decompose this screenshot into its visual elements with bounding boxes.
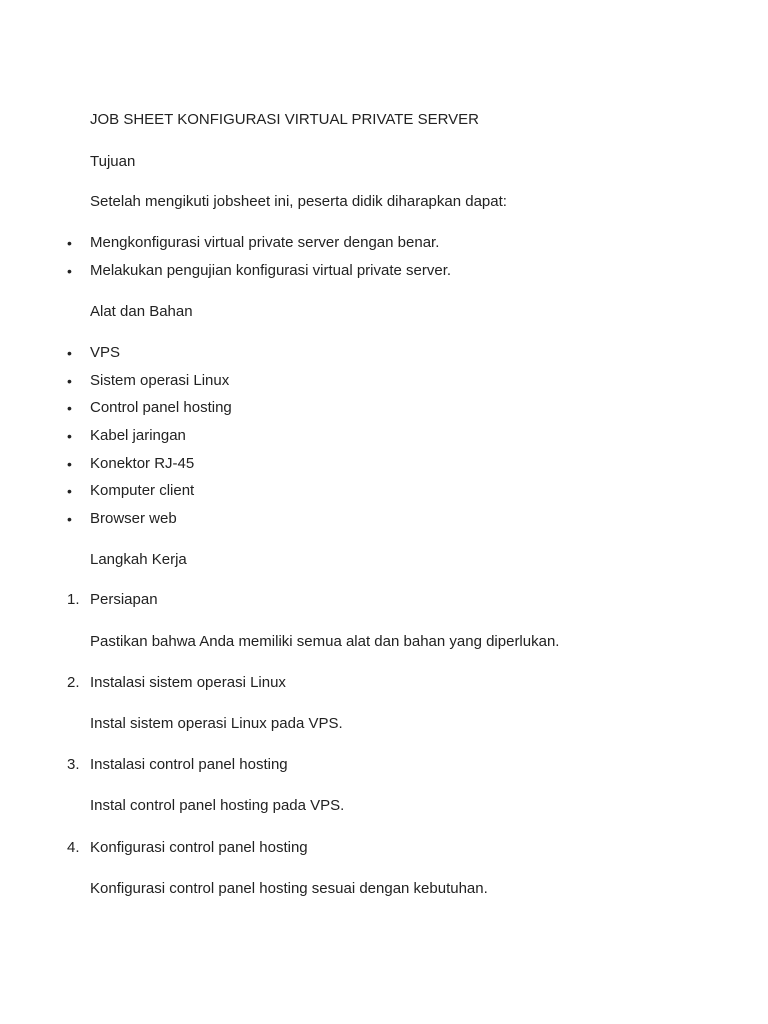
list-item: Konektor RJ-45	[90, 455, 195, 472]
list-item: Mengkonfigurasi virtual private server dengan benar.	[90, 234, 440, 251]
bullet-marker: •	[67, 483, 72, 499]
bullet-marker: •	[67, 373, 72, 389]
bullet-marker: •	[67, 428, 72, 444]
step-description: Pastikan bahwa Anda memiliki semua alat dan bahan yang diperlukan.	[90, 633, 560, 650]
list-item: Melakukan pengujian konfigurasi virtual private server.	[90, 262, 452, 279]
step-title: Persiapan	[90, 591, 158, 608]
tujuan-intro: Setelah mengikuti jobsheet ini, peserta didik diharapkan dapat:	[90, 193, 507, 210]
section-heading-langkah-kerja: Langkah Kerja	[90, 551, 187, 568]
list-item: Browser web	[90, 510, 177, 527]
bullet-marker: •	[67, 263, 72, 279]
bullet-marker: •	[67, 400, 72, 416]
step-description: Instal control panel hosting pada VPS.	[90, 797, 345, 814]
section-heading-alat-dan-bahan: Alat dan Bahan	[90, 303, 193, 320]
step-number: 3.	[67, 756, 80, 773]
step-title: Konfigurasi control panel hosting	[90, 839, 308, 856]
list-item: Control panel hosting	[90, 399, 232, 416]
step-number: 2.	[67, 674, 80, 691]
step-description: Instal sistem operasi Linux pada VPS.	[90, 715, 343, 732]
bullet-marker: •	[67, 345, 72, 361]
step-title: Instalasi sistem operasi Linux	[90, 674, 286, 691]
list-item: Kabel jaringan	[90, 427, 186, 444]
list-item: Sistem operasi Linux	[90, 372, 230, 389]
document-title: JOB SHEET KONFIGURASI VIRTUAL PRIVATE SERVER	[90, 111, 479, 128]
bullet-marker: •	[67, 235, 72, 251]
step-title: Instalasi control panel hosting	[90, 756, 288, 773]
step-number: 1.	[67, 591, 80, 608]
step-description: Konfigurasi control panel hosting sesuai dengan kebutuhan.	[90, 880, 488, 897]
list-item: VPS	[90, 344, 121, 361]
step-number: 4.	[67, 839, 80, 856]
bullet-marker: •	[67, 511, 72, 527]
section-heading-tujuan: Tujuan	[90, 153, 136, 170]
list-item: Komputer client	[90, 482, 195, 499]
bullet-marker: •	[67, 456, 72, 472]
